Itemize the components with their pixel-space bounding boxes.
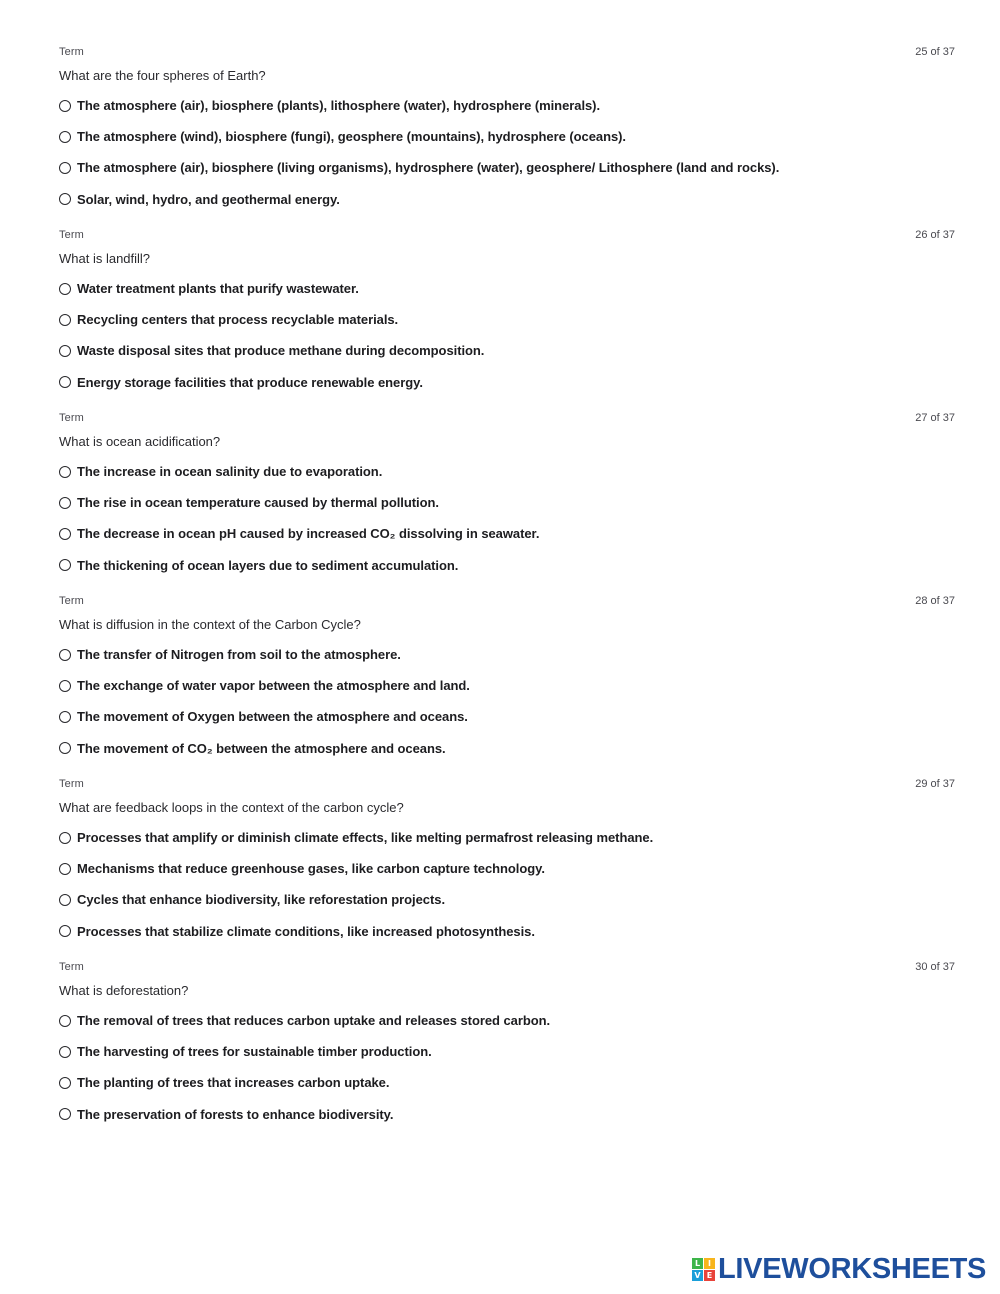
- answer-option[interactable]: [59, 518, 955, 549]
- answer-option[interactable]: [59, 1099, 955, 1130]
- question-text: What is landfill?: [59, 251, 151, 266]
- radio-button-icon[interactable]: [59, 649, 71, 661]
- radio-button-icon[interactable]: [59, 832, 71, 844]
- question-block: [59, 778, 955, 961]
- liveworksheets-brand: [692, 1252, 987, 1285]
- radio-button-icon[interactable]: [59, 711, 71, 723]
- question-text: What are the four spheres of Earth?: [59, 68, 266, 83]
- answer-option-label: Mechanisms that reduce greenhouse gases, like carbon capture technology.: [77, 861, 545, 877]
- question-text: What is deforestation?: [59, 983, 189, 998]
- answer-option[interactable]: [59, 916, 955, 947]
- term-label: Term: [59, 778, 84, 790]
- radio-button-icon[interactable]: [59, 559, 71, 571]
- answer-option[interactable]: [59, 184, 955, 215]
- question-text: What is diffusion in the context of the Carbon Cycle?: [59, 617, 361, 632]
- answer-option[interactable]: [59, 853, 955, 884]
- term-label: Term: [59, 46, 84, 58]
- radio-button-icon[interactable]: [59, 680, 71, 692]
- answer-options: [59, 639, 955, 764]
- brand-name: LIVEWORKSHEETS: [718, 1252, 987, 1285]
- term-label: Term: [59, 412, 84, 424]
- answer-options: [59, 1005, 955, 1130]
- radio-button-icon[interactable]: [59, 863, 71, 875]
- question-counter: 25 of 37: [915, 46, 955, 58]
- logo-cell-v: V: [692, 1270, 703, 1281]
- answer-option[interactable]: [59, 1067, 955, 1098]
- answer-option-label: Solar, wind, hydro, and geothermal energy.: [77, 191, 340, 207]
- answer-option-label: The atmosphere (air), biosphere (living organisms), hydrosphere (water), geosphere/ Lithosphere (land and rocks).: [77, 160, 780, 176]
- logo-cell-e: E: [704, 1270, 715, 1281]
- answer-option-label: Cycles that enhance biodiversity, like reforestation projects.: [77, 892, 446, 908]
- answer-option-label: The movement of Oxygen between the atmosphere and oceans.: [77, 709, 468, 725]
- question-block: [59, 46, 955, 229]
- question-header: [59, 412, 955, 429]
- radio-button-icon[interactable]: [59, 742, 71, 754]
- question-block: [59, 229, 955, 412]
- answer-option-label: Energy storage facilities that produce renewable energy.: [77, 374, 423, 390]
- question-counter: 26 of 37: [915, 229, 955, 241]
- answer-option-label: The movement of CO₂ between the atmosphere and oceans.: [77, 740, 446, 756]
- term-label: Term: [59, 595, 84, 607]
- question-text: What are feedback loops in the context of the carbon cycle?: [59, 800, 404, 815]
- radio-button-icon[interactable]: [59, 376, 71, 388]
- radio-button-icon[interactable]: [59, 1077, 71, 1089]
- answer-option-label: Processes that stabilize climate conditions, like increased photosynthesis.: [77, 923, 535, 939]
- answer-options: [59, 273, 955, 398]
- answer-option[interactable]: [59, 335, 955, 366]
- question-block: [59, 595, 955, 778]
- answer-option-label: The atmosphere (air), biosphere (plants), lithosphere (water), hydrosphere (minerals).: [77, 98, 601, 114]
- question-counter: 29 of 37: [915, 778, 955, 790]
- radio-button-icon[interactable]: [59, 345, 71, 357]
- answer-option-label: The thickening of ocean layers due to sediment accumulation.: [77, 557, 459, 573]
- answer-option-label: The atmosphere (wind), biosphere (fungi), geosphere (mountains), hydrosphere (oceans).: [77, 129, 626, 145]
- answer-option-label: The increase in ocean salinity due to evaporation.: [77, 464, 383, 480]
- answer-option-label: The transfer of Nitrogen from soil to the atmosphere.: [77, 647, 401, 663]
- answer-option[interactable]: [59, 487, 955, 518]
- question-text: What is ocean acidification?: [59, 434, 221, 449]
- question-block: [59, 961, 955, 1144]
- answer-option[interactable]: [59, 701, 955, 732]
- question-header: [59, 46, 955, 63]
- answer-option[interactable]: [59, 884, 955, 915]
- radio-button-icon[interactable]: [59, 925, 71, 937]
- question-list: [59, 46, 955, 1144]
- answer-option[interactable]: [59, 121, 955, 152]
- question-counter: 27 of 37: [915, 412, 955, 424]
- question-counter: 28 of 37: [915, 595, 955, 607]
- answer-option[interactable]: [59, 152, 955, 183]
- answer-option[interactable]: [59, 1005, 955, 1036]
- answer-option-label: The removal of trees that reduces carbon uptake and releases stored carbon.: [77, 1013, 551, 1029]
- answer-option[interactable]: [59, 639, 955, 670]
- answer-options: [59, 456, 955, 581]
- answer-option-label: Recycling centers that process recyclable materials.: [77, 312, 399, 328]
- term-label: Term: [59, 229, 84, 241]
- answer-option[interactable]: [59, 304, 955, 335]
- radio-button-icon[interactable]: [59, 162, 71, 174]
- question-header: [59, 961, 955, 978]
- radio-button-icon[interactable]: [59, 497, 71, 509]
- logo-cell-l: L: [692, 1258, 703, 1269]
- answer-option[interactable]: [59, 273, 955, 304]
- answer-option[interactable]: [59, 733, 955, 764]
- answer-option-label: Waste disposal sites that produce methane during decomposition.: [77, 343, 485, 359]
- answer-option-label: Water treatment plants that purify wastewater.: [77, 281, 359, 297]
- radio-button-icon[interactable]: [59, 1046, 71, 1058]
- liveworksheets-logo-icon: [692, 1258, 715, 1281]
- radio-button-icon[interactable]: [59, 894, 71, 906]
- radio-button-icon[interactable]: [59, 466, 71, 478]
- answer-option-label: The planting of trees that increases carbon uptake.: [77, 1075, 390, 1091]
- radio-button-icon[interactable]: [59, 193, 71, 205]
- answer-option-label: The exchange of water vapor between the atmosphere and land.: [77, 678, 470, 694]
- answer-option-label: Processes that amplify or diminish climate effects, like melting permafrost releasing methane.: [77, 830, 654, 846]
- term-label: Term: [59, 961, 84, 973]
- answer-option[interactable]: [59, 670, 955, 701]
- answer-option[interactable]: [59, 90, 955, 121]
- radio-button-icon[interactable]: [59, 1015, 71, 1027]
- question-header: [59, 229, 955, 246]
- answer-option[interactable]: [59, 1036, 955, 1067]
- logo-cell-i: I: [704, 1258, 715, 1269]
- answer-options: [59, 90, 955, 215]
- answer-option-label: The preservation of forests to enhance biodiversity.: [77, 1106, 394, 1122]
- radio-button-icon[interactable]: [59, 131, 71, 143]
- answer-option[interactable]: [59, 822, 955, 853]
- question-header: [59, 595, 955, 612]
- answer-option-label: The harvesting of trees for sustainable timber production.: [77, 1044, 432, 1060]
- question-block: [59, 412, 955, 595]
- answer-option-label: The rise in ocean temperature caused by thermal pollution.: [77, 495, 439, 511]
- radio-button-icon[interactable]: [59, 100, 71, 112]
- question-header: [59, 778, 955, 795]
- answer-option[interactable]: [59, 456, 955, 487]
- answer-option-label: The decrease in ocean pH caused by increased CO₂ dissolving in seawater.: [77, 526, 540, 542]
- question-counter: 30 of 37: [915, 961, 955, 973]
- radio-button-icon[interactable]: [59, 528, 71, 540]
- radio-button-icon[interactable]: [59, 283, 71, 295]
- answer-option[interactable]: [59, 367, 955, 398]
- answer-options: [59, 822, 955, 947]
- radio-button-icon[interactable]: [59, 1108, 71, 1120]
- answer-option[interactable]: [59, 550, 955, 581]
- radio-button-icon[interactable]: [59, 314, 71, 326]
